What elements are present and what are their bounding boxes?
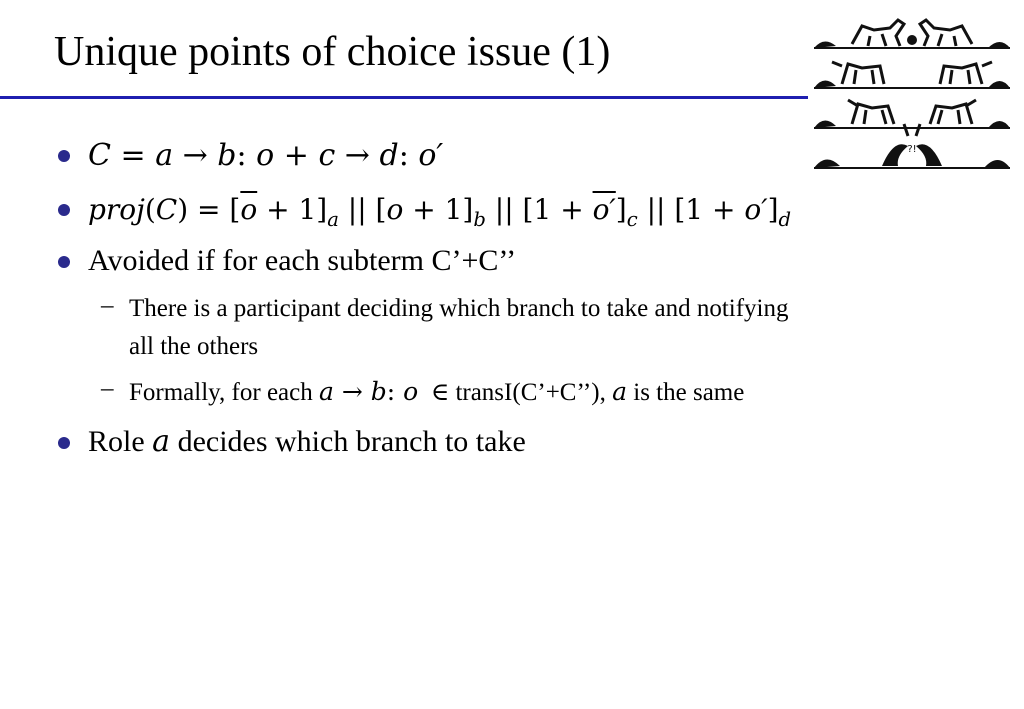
bullet-marker-4: [58, 437, 70, 449]
math-subscript: d: [778, 207, 792, 231]
bullet-text: Role: [88, 425, 153, 458]
bullet-marker-1: [58, 150, 70, 162]
sub-bullet-participant-deciding: [129, 292, 789, 364]
math-var: C: [155, 193, 178, 226]
math-op: || [1 +: [485, 193, 593, 226]
bullet-projection-formula: [88, 193, 791, 237]
sub-bullet-line-2: all the others: [129, 333, 259, 360]
math-var: o′: [744, 193, 768, 226]
math-var: c: [318, 138, 336, 173]
math-var: a: [152, 424, 171, 459]
math-op: :: [236, 138, 257, 173]
math-op: (: [144, 193, 156, 226]
math-op: ) = [: [177, 193, 241, 226]
math-subscript: a: [327, 207, 339, 231]
math-op: :: [386, 377, 404, 406]
math-var: a: [155, 138, 174, 173]
math-op: || [1 +: [637, 193, 745, 226]
math-op: ]: [767, 193, 779, 226]
math-var: o: [256, 138, 275, 173]
math-func: proj: [88, 193, 145, 226]
math-op: =: [110, 138, 156, 173]
bullet-avoided-if: Avoided if for each subterm C’+C’’: [88, 244, 517, 277]
math-var-overlined: $\overline{o}$: [240, 193, 258, 226]
bullet-marker-3: [58, 256, 70, 268]
bullet-role-decides: [88, 425, 526, 459]
sub-bullet-text: Formally, for each: [129, 379, 319, 406]
math-var: a: [318, 377, 334, 406]
bullet-text: decides which branch to take: [170, 425, 526, 458]
math-var: o: [386, 193, 404, 226]
sub-bullet-dash-2: –: [101, 375, 114, 402]
math-subscript: c: [626, 207, 638, 231]
math-op: +: [274, 138, 319, 173]
math-var: C: [88, 138, 111, 173]
sub-bullet-line-1: There is a participant deciding which branch to take and notifying: [129, 295, 789, 322]
math-op: →: [333, 377, 371, 406]
math-var: b: [370, 377, 387, 406]
math-op: →: [173, 138, 218, 173]
math-op: ]: [615, 193, 627, 226]
sub-bullet-formally: [129, 375, 744, 410]
math-op: || [: [338, 193, 387, 226]
two-donkeys-cooperation-cartoon-icon: [812, 6, 1012, 176]
math-var-overlined: o′: [592, 193, 616, 226]
bullet-marker-2: [58, 204, 70, 216]
title-underline: [0, 96, 808, 99]
slide-title: Unique points of choice issue (1): [54, 29, 611, 75]
math-var: o′: [418, 138, 444, 173]
sub-bullet-text: ∈ transI(C’+C’’),: [418, 379, 613, 406]
math-op: :: [398, 138, 419, 173]
math-var: b: [217, 138, 237, 173]
bullet-choreography-definition: [88, 139, 443, 173]
sub-bullet-text: is the same: [627, 379, 745, 406]
math-op: + 1]: [403, 193, 474, 226]
math-op: + 1]: [257, 193, 328, 226]
math-var: o: [403, 377, 419, 406]
svg-text:?!: ?!: [907, 144, 917, 155]
sub-bullet-dash-1: –: [101, 292, 114, 319]
math-var: d: [379, 138, 399, 173]
math-op: →: [335, 138, 380, 173]
math-subscript: b: [473, 207, 486, 231]
math-var: a: [612, 377, 627, 406]
